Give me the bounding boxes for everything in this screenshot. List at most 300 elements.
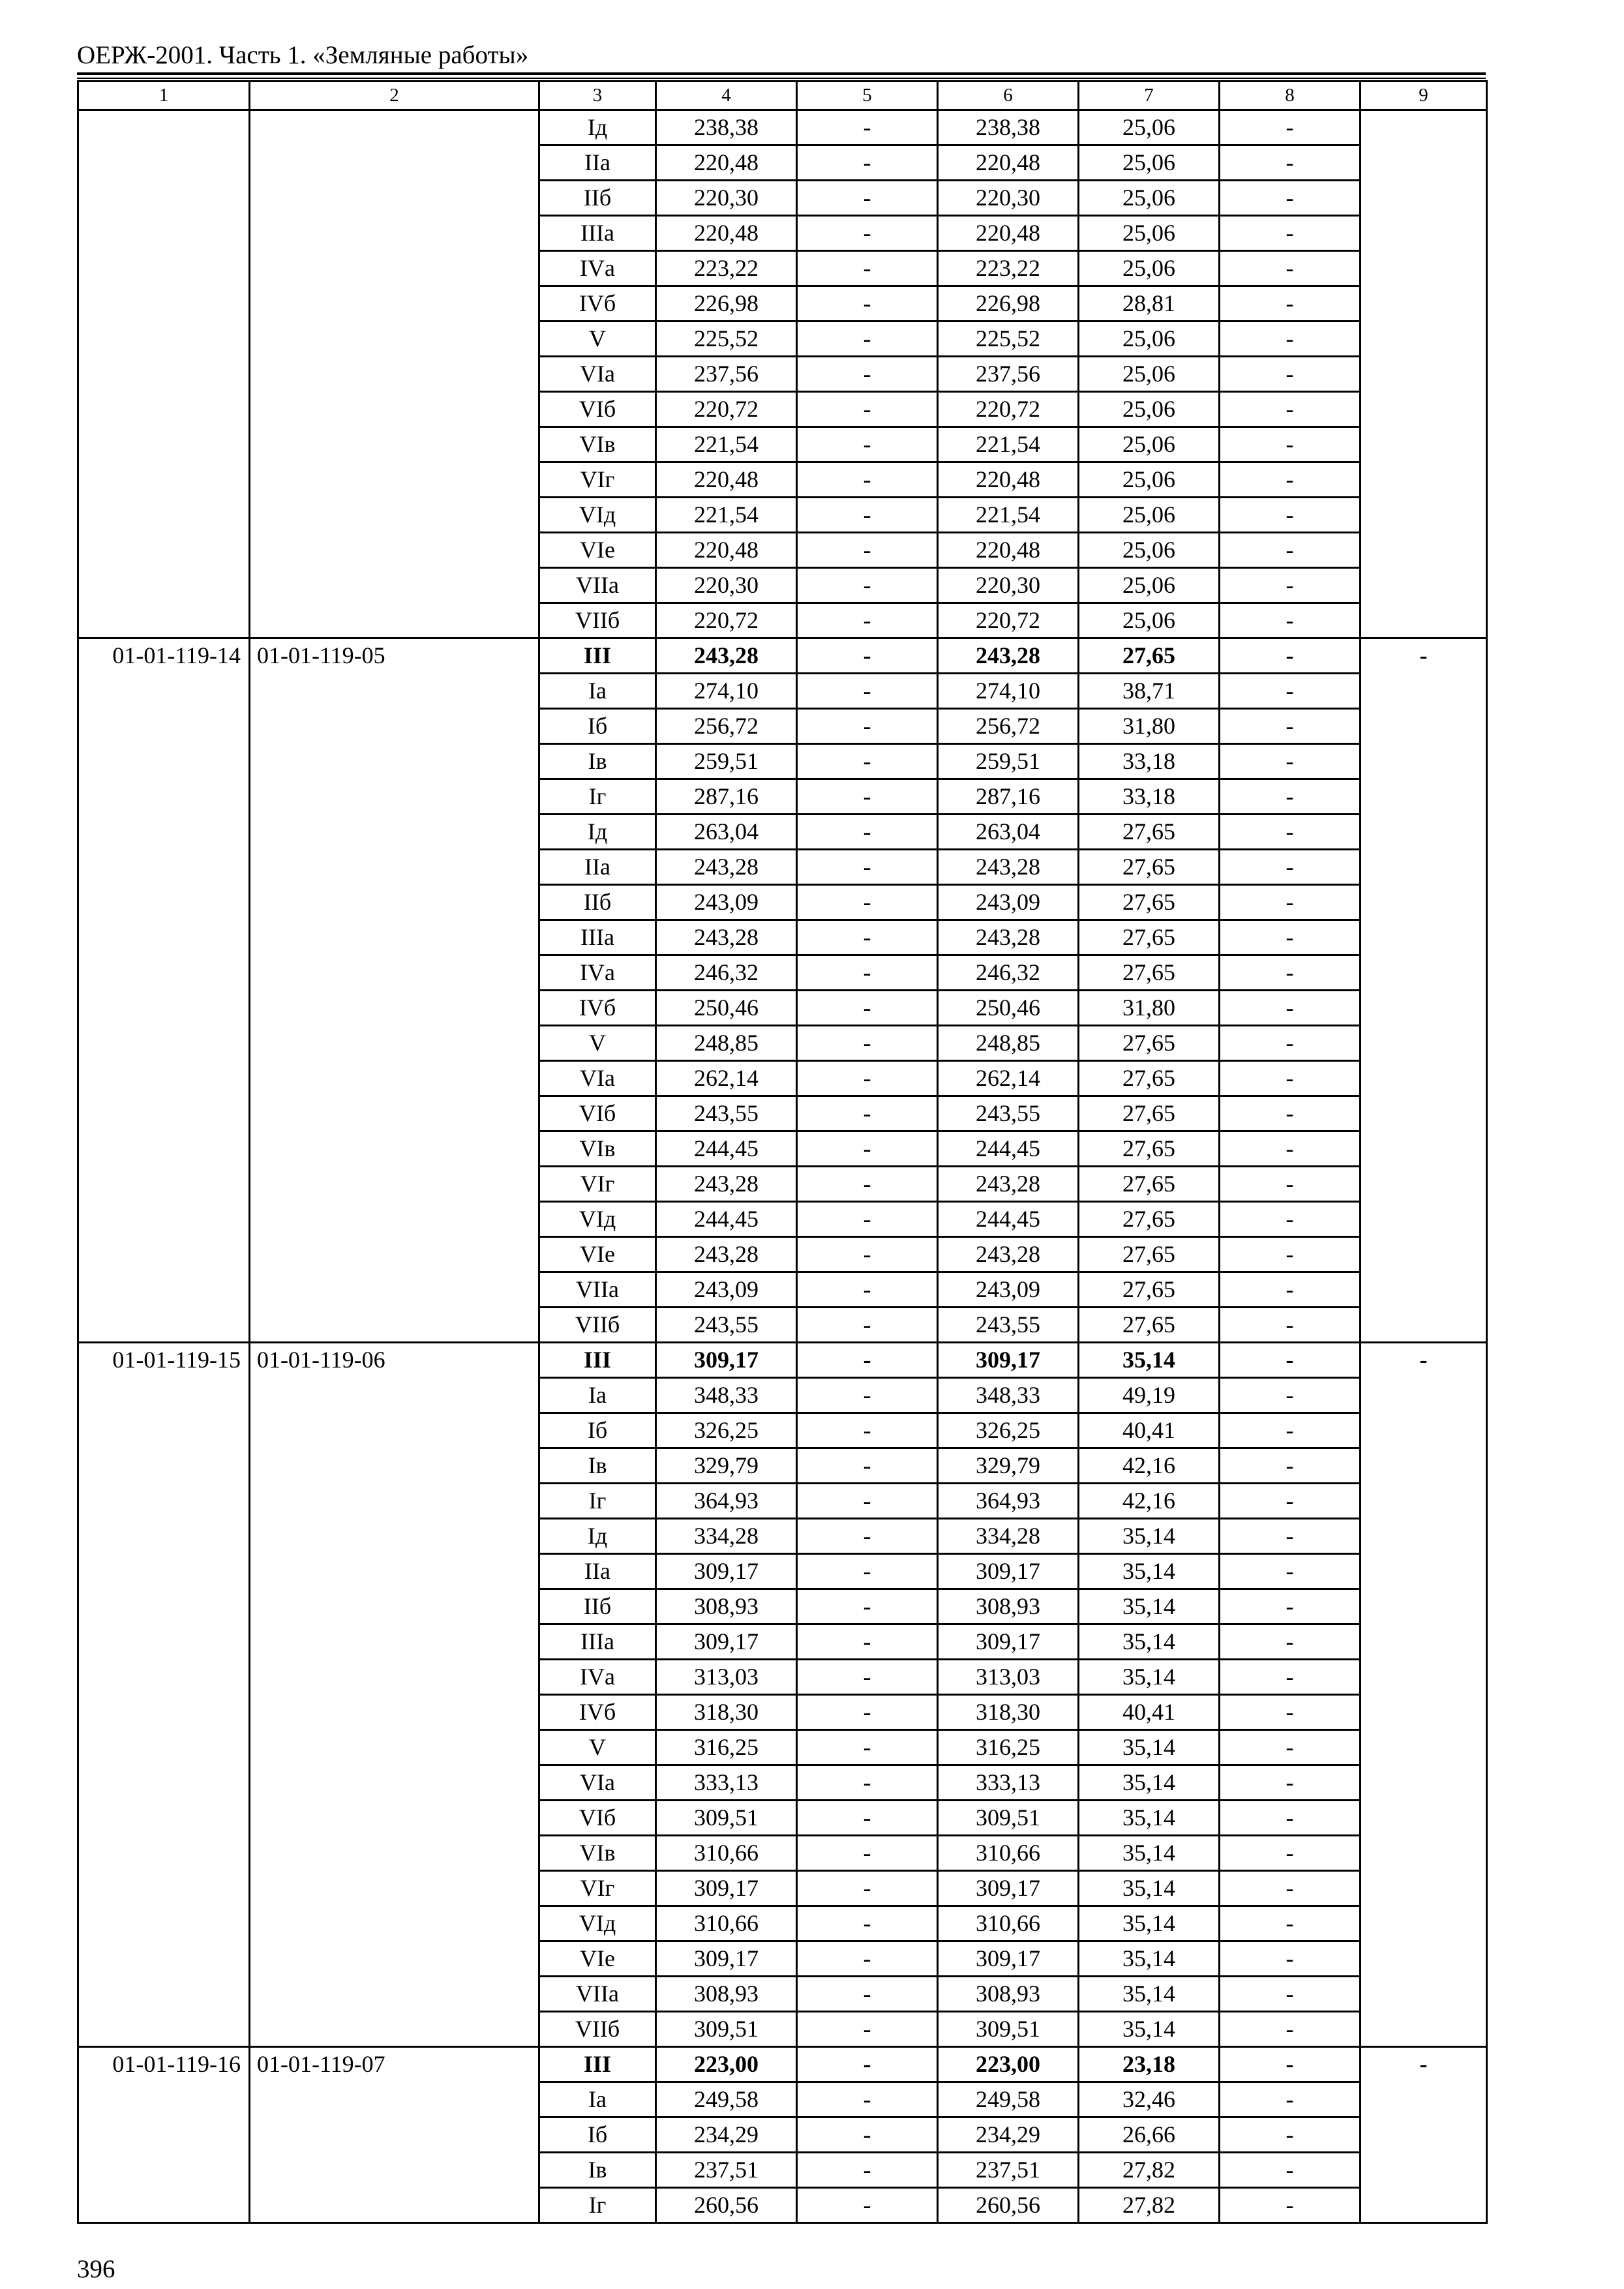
cost-other-cell: [1361, 1624, 1487, 1660]
soil-group-cell: IIб: [539, 181, 656, 216]
cost-total-cell: 248,85: [656, 1026, 797, 1061]
soil-group-cell: Iа: [539, 2082, 656, 2117]
header-rule-thin: [77, 78, 1486, 79]
cost-wages-cell: -: [797, 357, 938, 392]
cost-wages-cell: -: [797, 568, 938, 603]
cost-other-cell: [1361, 1836, 1487, 1871]
cost-drivers-wages-cell: 27,65: [1079, 1237, 1220, 1272]
table-row: [78, 357, 1487, 392]
base-code-cell: [250, 991, 539, 1026]
norm-code-cell: [78, 322, 250, 357]
table-row: [78, 1871, 1487, 1906]
cost-other-cell: [1361, 427, 1487, 462]
norm-code-cell: [78, 216, 250, 251]
cost-drivers-wages-cell: 35,14: [1079, 1730, 1220, 1765]
cost-materials-cell: -: [1220, 1589, 1361, 1624]
base-code-cell: [250, 2082, 539, 2117]
soil-group-cell: Iв: [539, 1448, 656, 1484]
base-code-cell: [250, 1519, 539, 1554]
cost-wages-cell: -: [797, 216, 938, 251]
soil-group-cell: VIIа: [539, 568, 656, 603]
cost-machines-cell: 309,17: [938, 1554, 1079, 1589]
cost-materials-cell: -: [1220, 815, 1361, 850]
cost-total-cell: 220,30: [656, 568, 797, 603]
base-code-cell: [250, 568, 539, 603]
cost-wages-cell: -: [797, 251, 938, 286]
soil-group-cell: Iб: [539, 1413, 656, 1448]
norm-code-cell: [78, 1413, 250, 1448]
norm-code-cell: [78, 1660, 250, 1695]
table-row: [78, 1801, 1487, 1836]
cost-drivers-wages-cell: 35,14: [1079, 2012, 1220, 2047]
cost-total-cell: 364,93: [656, 1484, 797, 1519]
cost-wages-cell: -: [797, 815, 938, 850]
cost-drivers-wages-cell: 35,14: [1079, 1871, 1220, 1906]
cost-wages-cell: -: [797, 779, 938, 815]
base-code-cell: [250, 920, 539, 955]
cost-materials-cell: -: [1220, 1554, 1361, 1589]
base-code-cell: [250, 2117, 539, 2153]
soil-group-cell: V: [539, 1026, 656, 1061]
cost-materials-cell: -: [1220, 744, 1361, 779]
cost-total-cell: 250,46: [656, 991, 797, 1026]
table-row: [78, 1484, 1487, 1519]
cost-wages-cell: -: [797, 392, 938, 427]
cost-drivers-wages-cell: 27,65: [1079, 1308, 1220, 1343]
cost-drivers-wages-cell: 25,06: [1079, 216, 1220, 251]
table-row: [78, 920, 1487, 955]
soil-group-cell: Iа: [539, 674, 656, 709]
cost-materials-cell: -: [1220, 2012, 1361, 2047]
cost-wages-cell: -: [797, 1378, 938, 1413]
cost-total-cell: 237,56: [656, 357, 797, 392]
cost-total-cell: 220,72: [656, 392, 797, 427]
cost-total-cell: 243,55: [656, 1308, 797, 1343]
table-row: [78, 286, 1487, 322]
norm-code-cell: [78, 709, 250, 744]
cost-drivers-wages-cell: 31,80: [1079, 991, 1220, 1026]
cost-drivers-wages-cell: 25,06: [1079, 392, 1220, 427]
cost-drivers-wages-cell: 27,65: [1079, 885, 1220, 920]
cost-total-cell: 221,54: [656, 498, 797, 533]
cost-materials-cell: -: [1220, 1308, 1361, 1343]
cost-machines-cell: 243,55: [938, 1308, 1079, 1343]
cost-wages-cell: -: [797, 885, 938, 920]
table-row: [78, 955, 1487, 991]
cost-materials-cell: -: [1220, 1801, 1361, 1836]
base-code-cell: [250, 1237, 539, 1272]
cost-drivers-wages-cell: 25,06: [1079, 462, 1220, 498]
cost-total-cell: 238,38: [656, 110, 797, 145]
cost-machines-cell: 310,66: [938, 1836, 1079, 1871]
cost-drivers-wages-cell: 28,81: [1079, 286, 1220, 322]
norm-code-cell: [78, 533, 250, 568]
cost-other-cell: [1361, 2117, 1487, 2153]
soil-group-cell: VIIа: [539, 1977, 656, 2012]
table-row: [78, 1906, 1487, 1941]
table-row: [78, 1941, 1487, 1977]
soil-group-cell: IIб: [539, 885, 656, 920]
column-header: 3: [539, 82, 656, 110]
table-row: [78, 2117, 1487, 2153]
cost-other-cell: [1361, 603, 1487, 638]
table-row: [78, 1308, 1487, 1343]
cost-wages-cell: -: [797, 1448, 938, 1484]
cost-machines-cell: 226,98: [938, 286, 1079, 322]
base-code-cell: [250, 1484, 539, 1519]
cost-machines-cell: 308,93: [938, 1977, 1079, 2012]
cost-total-cell: 313,03: [656, 1660, 797, 1695]
cost-machines-cell: 243,09: [938, 885, 1079, 920]
cost-machines-cell: 220,30: [938, 181, 1079, 216]
cost-materials-cell: -: [1220, 145, 1361, 181]
table-row: [78, 568, 1487, 603]
cost-other-cell: [1361, 1977, 1487, 2012]
cost-machines-cell: 256,72: [938, 709, 1079, 744]
cost-wages-cell: -: [797, 2012, 938, 2047]
norm-code-cell: [78, 462, 250, 498]
norm-code-cell: [78, 1624, 250, 1660]
cost-other-cell: [1361, 1131, 1487, 1167]
cost-materials-cell: -: [1220, 1624, 1361, 1660]
cost-machines-cell: 309,17: [938, 1624, 1079, 1660]
base-code-cell: [250, 1448, 539, 1484]
norm-code-cell: [78, 392, 250, 427]
soil-group-cell: Iг: [539, 2188, 656, 2223]
cost-other-cell: [1361, 1941, 1487, 1977]
cost-materials-cell: -: [1220, 955, 1361, 991]
base-code-cell: [250, 1871, 539, 1906]
cost-wages-cell: -: [797, 1131, 938, 1167]
cost-machines-cell: 243,55: [938, 1096, 1079, 1131]
cost-other-cell: [1361, 1801, 1487, 1836]
cost-other-cell: [1361, 322, 1487, 357]
norm-code-cell: [78, 2117, 250, 2153]
cost-materials-cell: -: [1220, 1026, 1361, 1061]
cost-total-cell: 329,79: [656, 1448, 797, 1484]
cost-materials-cell: -: [1220, 2117, 1361, 2153]
cost-other-cell: [1361, 286, 1487, 322]
cost-wages-cell: -: [797, 955, 938, 991]
cost-wages-cell: -: [797, 322, 938, 357]
base-code-cell: [250, 145, 539, 181]
soil-group-cell: IVа: [539, 955, 656, 991]
cost-machines-cell: 260,56: [938, 2188, 1079, 2223]
table-row: [78, 1765, 1487, 1801]
cost-wages-cell: -: [797, 1554, 938, 1589]
norm-code-cell: [78, 955, 250, 991]
cost-drivers-wages-cell: 25,06: [1079, 110, 1220, 145]
column-header: 6: [938, 82, 1079, 110]
table-row: [78, 1836, 1487, 1871]
norm-code-cell: [78, 1554, 250, 1589]
cost-drivers-wages-cell: 27,65: [1079, 850, 1220, 885]
base-code-cell: [250, 744, 539, 779]
base-code-cell: [250, 2153, 539, 2188]
base-code-cell: [250, 1167, 539, 1202]
soil-group-cell: Iб: [539, 2117, 656, 2153]
soil-group-cell: VIа: [539, 357, 656, 392]
cost-other-cell: [1361, 1026, 1487, 1061]
cost-machines-cell: 326,25: [938, 1413, 1079, 1448]
cost-drivers-wages-cell: 32,46: [1079, 2082, 1220, 2117]
cost-machines-cell: 220,72: [938, 603, 1079, 638]
cost-wages-cell: -: [797, 1519, 938, 1554]
table-row: [78, 2047, 1487, 2082]
soil-group-cell: Iа: [539, 1378, 656, 1413]
table-row: [78, 1660, 1487, 1695]
base-code-cell: [250, 1061, 539, 1096]
column-header: 7: [1079, 82, 1220, 110]
cost-total-cell: 348,33: [656, 1378, 797, 1413]
cost-drivers-wages-cell: 25,06: [1079, 322, 1220, 357]
cost-drivers-wages-cell: 35,14: [1079, 1660, 1220, 1695]
cost-materials-cell: -: [1220, 462, 1361, 498]
cost-total-cell: 243,28: [656, 920, 797, 955]
norm-code-cell: 01-01-119-14: [78, 638, 250, 674]
cost-machines-cell: 238,38: [938, 110, 1079, 145]
cost-wages-cell: -: [797, 991, 938, 1026]
cost-total-cell: 309,17: [656, 1941, 797, 1977]
cost-machines-cell: 234,29: [938, 2117, 1079, 2153]
cost-wages-cell: -: [797, 1061, 938, 1096]
soil-group-cell: IIIа: [539, 1624, 656, 1660]
table-row: [78, 1202, 1487, 1237]
cost-machines-cell: 223,22: [938, 251, 1079, 286]
table-row: [78, 1519, 1487, 1554]
norm-code-cell: 01-01-119-15: [78, 1343, 250, 1378]
norm-code-cell: [78, 2082, 250, 2117]
cost-materials-cell: -: [1220, 885, 1361, 920]
cost-drivers-wages-cell: 33,18: [1079, 779, 1220, 815]
cost-wages-cell: -: [797, 674, 938, 709]
cost-total-cell: 259,51: [656, 744, 797, 779]
soil-group-cell: IVа: [539, 1660, 656, 1695]
cost-machines-cell: 316,25: [938, 1730, 1079, 1765]
base-code-cell: [250, 603, 539, 638]
cost-machines-cell: 243,28: [938, 850, 1079, 885]
norm-code-cell: [78, 850, 250, 885]
cost-materials-cell: -: [1220, 392, 1361, 427]
cost-materials-cell: -: [1220, 1378, 1361, 1413]
cost-other-cell: [1361, 216, 1487, 251]
cost-machines-cell: 221,54: [938, 498, 1079, 533]
cost-other-cell: [1361, 1413, 1487, 1448]
cost-materials-cell: -: [1220, 920, 1361, 955]
cost-wages-cell: -: [797, 2047, 938, 2082]
table-row: [78, 110, 1487, 145]
cost-machines-cell: 309,51: [938, 2012, 1079, 2047]
cost-total-cell: 243,28: [656, 1167, 797, 1202]
table-row: [78, 1026, 1487, 1061]
cost-drivers-wages-cell: 27,65: [1079, 1131, 1220, 1167]
cost-materials-cell: -: [1220, 1765, 1361, 1801]
cost-machines-cell: 334,28: [938, 1519, 1079, 1554]
cost-wages-cell: -: [797, 1765, 938, 1801]
base-code-cell: [250, 216, 539, 251]
cost-wages-cell: -: [797, 1801, 938, 1836]
cost-other-cell: [1361, 251, 1487, 286]
base-code-cell: [250, 1941, 539, 1977]
norm-code-cell: [78, 498, 250, 533]
table-row: [78, 427, 1487, 462]
base-code-cell: [250, 427, 539, 462]
column-header: 9: [1361, 82, 1487, 110]
table-row: [78, 392, 1487, 427]
table-row: [78, 1448, 1487, 1484]
table-row: [78, 251, 1487, 286]
cost-drivers-wages-cell: 40,41: [1079, 1413, 1220, 1448]
table-row: [78, 498, 1487, 533]
cost-materials-cell: -: [1220, 674, 1361, 709]
base-code-cell: [250, 709, 539, 744]
cost-drivers-wages-cell: 23,18: [1079, 2047, 1220, 2082]
cost-other-cell: [1361, 1061, 1487, 1096]
cost-other-cell: [1361, 1695, 1487, 1730]
norm-code-cell: [78, 110, 250, 145]
cost-other-cell: [1361, 779, 1487, 815]
cost-materials-cell: -: [1220, 1096, 1361, 1131]
base-code-cell: [250, 674, 539, 709]
cost-total-cell: 221,54: [656, 427, 797, 462]
soil-group-cell: IIа: [539, 850, 656, 885]
cost-machines-cell: 333,13: [938, 1765, 1079, 1801]
cost-drivers-wages-cell: 27,65: [1079, 638, 1220, 674]
soil-group-cell: VIа: [539, 1765, 656, 1801]
base-code-cell: [250, 1695, 539, 1730]
cost-total-cell: 309,17: [656, 1554, 797, 1589]
cost-wages-cell: -: [797, 920, 938, 955]
cost-drivers-wages-cell: 35,14: [1079, 1519, 1220, 1554]
cost-total-cell: 310,66: [656, 1836, 797, 1871]
table-row: [78, 1695, 1487, 1730]
cost-total-cell: 226,98: [656, 286, 797, 322]
soil-group-cell: Iб: [539, 709, 656, 744]
cost-machines-cell: 225,52: [938, 322, 1079, 357]
cost-drivers-wages-cell: 35,14: [1079, 1624, 1220, 1660]
table-row: [78, 850, 1487, 885]
cost-machines-cell: 309,51: [938, 1801, 1079, 1836]
cost-materials-cell: -: [1220, 1131, 1361, 1167]
cost-materials-cell: -: [1220, 533, 1361, 568]
cost-materials-cell: -: [1220, 1836, 1361, 1871]
cost-materials-cell: -: [1220, 568, 1361, 603]
cost-other-cell: [1361, 815, 1487, 850]
base-code-cell: [250, 1096, 539, 1131]
base-code-cell: [250, 322, 539, 357]
cost-total-cell: 260,56: [656, 2188, 797, 2223]
soil-group-cell: IIа: [539, 1554, 656, 1589]
table-row: [78, 1378, 1487, 1413]
cost-machines-cell: 250,46: [938, 991, 1079, 1026]
table-row: [78, 1061, 1487, 1096]
norm-code-cell: [78, 1061, 250, 1096]
base-code-cell: [250, 392, 539, 427]
base-code-cell: [250, 1413, 539, 1448]
cost-total-cell: 249,58: [656, 2082, 797, 2117]
cost-machines-cell: 309,17: [938, 1941, 1079, 1977]
cost-wages-cell: -: [797, 1484, 938, 1519]
norm-code-cell: [78, 2012, 250, 2047]
soil-group-cell: VIг: [539, 1871, 656, 1906]
norm-code-cell: [78, 1801, 250, 1836]
cost-machines-cell: 263,04: [938, 815, 1079, 850]
norm-code-cell: [78, 1131, 250, 1167]
soil-group-cell: VIд: [539, 498, 656, 533]
cost-other-cell: [1361, 1484, 1487, 1519]
cost-other-cell: [1361, 2082, 1487, 2117]
cost-wages-cell: -: [797, 427, 938, 462]
table-row: [78, 145, 1487, 181]
column-header: 1: [78, 82, 250, 110]
cost-wages-cell: -: [797, 1272, 938, 1308]
cost-drivers-wages-cell: 35,14: [1079, 1906, 1220, 1941]
cost-machines-cell: 308,93: [938, 1589, 1079, 1624]
column-header: 4: [656, 82, 797, 110]
page-header: ОЕРЖ-2001. Часть 1. «Земляные работы»: [77, 41, 529, 69]
cost-machines-cell: 246,32: [938, 955, 1079, 991]
cost-machines-cell: 313,03: [938, 1660, 1079, 1695]
cost-wages-cell: -: [797, 2188, 938, 2223]
cost-wages-cell: -: [797, 145, 938, 181]
cost-materials-cell: -: [1220, 1343, 1361, 1378]
cost-other-cell: -: [1361, 638, 1487, 674]
cost-other-cell: [1361, 1589, 1487, 1624]
cost-drivers-wages-cell: 35,14: [1079, 1589, 1220, 1624]
table-row: [78, 709, 1487, 744]
soil-group-cell: VIе: [539, 533, 656, 568]
base-code-cell: [250, 1589, 539, 1624]
norm-code-cell: [78, 1272, 250, 1308]
cost-total-cell: 309,17: [656, 1871, 797, 1906]
cost-total-cell: 262,14: [656, 1061, 797, 1096]
cost-total-cell: 256,72: [656, 709, 797, 744]
cost-drivers-wages-cell: 27,65: [1079, 1202, 1220, 1237]
cost-machines-cell: 329,79: [938, 1448, 1079, 1484]
soil-group-cell: VIг: [539, 462, 656, 498]
cost-other-cell: [1361, 1519, 1487, 1554]
cost-total-cell: 246,32: [656, 955, 797, 991]
soil-group-cell: IVб: [539, 1695, 656, 1730]
cost-wages-cell: -: [797, 1660, 938, 1695]
cost-machines-cell: 262,14: [938, 1061, 1079, 1096]
soil-group-cell: VIIб: [539, 2012, 656, 2047]
soil-group-cell: Iд: [539, 110, 656, 145]
cost-other-cell: [1361, 709, 1487, 744]
norm-code-cell: [78, 2153, 250, 2188]
base-code-cell: [250, 2012, 539, 2047]
cost-materials-cell: -: [1220, 357, 1361, 392]
cost-wages-cell: -: [797, 1906, 938, 1941]
soil-group-cell: VIе: [539, 1941, 656, 1977]
cost-total-cell: 334,28: [656, 1519, 797, 1554]
soil-group-cell: IIа: [539, 145, 656, 181]
cost-other-cell: [1361, 1730, 1487, 1765]
soil-group-cell: III: [539, 2047, 656, 2082]
cost-drivers-wages-cell: 31,80: [1079, 709, 1220, 744]
cost-machines-cell: 310,66: [938, 1906, 1079, 1941]
cost-wages-cell: -: [797, 1695, 938, 1730]
cost-drivers-wages-cell: 27,65: [1079, 815, 1220, 850]
cost-machines-cell: 244,45: [938, 1131, 1079, 1167]
table-row: [78, 1589, 1487, 1624]
norm-code-cell: [78, 427, 250, 462]
cost-drivers-wages-cell: 25,06: [1079, 498, 1220, 533]
cost-total-cell: 333,13: [656, 1765, 797, 1801]
cost-other-cell: [1361, 1660, 1487, 1695]
cost-materials-cell: -: [1220, 850, 1361, 885]
cost-wages-cell: -: [797, 850, 938, 885]
